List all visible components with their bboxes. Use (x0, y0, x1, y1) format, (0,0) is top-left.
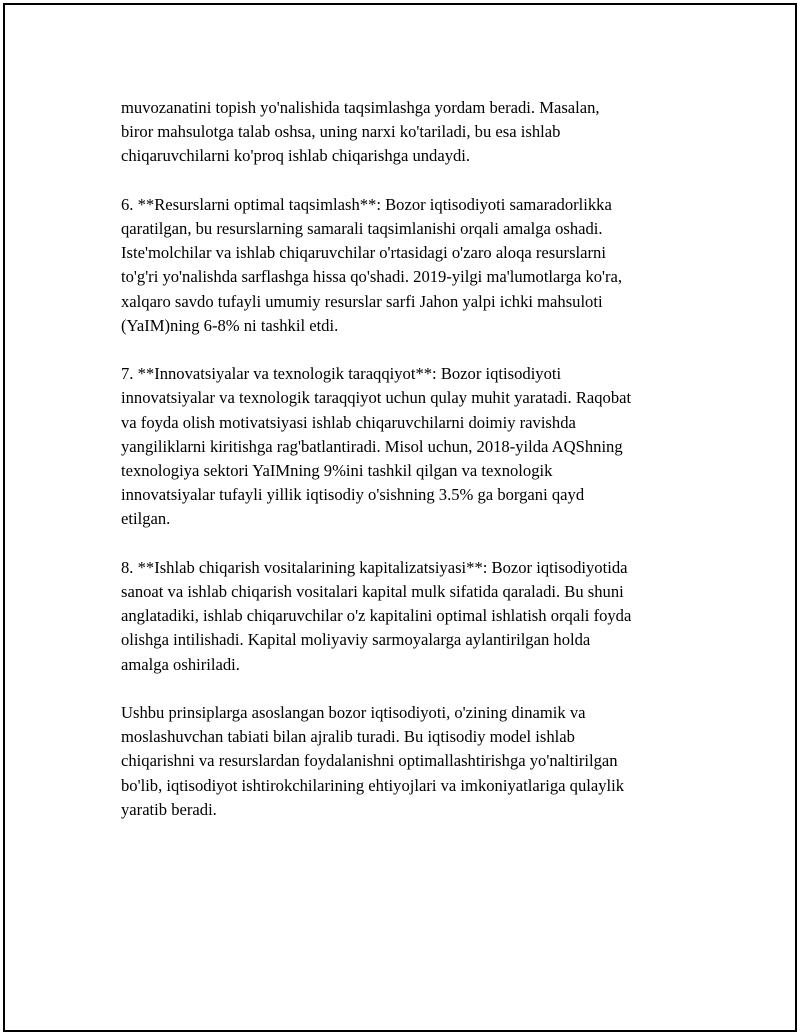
document-body (121, 96, 689, 846)
paragraph-intro-continuation: muvozanatini topish yo'nalishida taqsimlashga yordam beradi. Masalan, biror mahsulotga talab oshsa, uning narxi ko'tariladi, bu esa ishlab chiqaruvchilarni ko'proq ishlab chiqarishga undaydi. (121, 98, 600, 166)
page-frame (3, 3, 797, 1032)
paragraph-item-8-capitalization: 8. **Ishlab chiqarish vositalarining kapitalizatsiyasi**: Bozor iqtisodiyotida sanoat va ishlab chiqarish vositalari kapital mulk sifatida qaraladi. Bu shuni anglatadiki, ishlab chiqaruvchilar o'z kapitalini optimal ishlatish orqali foyda olishga intilishadi. Kapital moliyaviy sarmoyalarga aylantirilgan holda amalga oshiriladi. (121, 557, 632, 674)
paragraph-conclusion: Ushbu prinsiplarga asoslangan bozor iqtisodiyoti, o'zining dinamik va moslashuvchan tabiati bilan ajralib turadi. Bu iqtisodiy model ishlab chiqarishni va resurslardan foydalanishni optimallashtirishga yo'naltirilgan bo'lib, iqtisodiyot ishtirokchilarining ehtiyojlari va imkoniyatlariga qulaylik yaratib beradi. (121, 703, 625, 819)
paragraph-item-6-resource-allocation: 6. **Resurslarni optimal taqsimlash**: Bozor iqtisodiyoti samaradorlikka qaratilgan, bu resurslarning samarali taqsimlanishi orqali amalga oshadi. Iste'molchilar va ishlab chiqaruvchilar o'rtasidagi o'zaro aloqa resurslarni to'g'ri yo'nalishda sarflashga hissa qo'shadi. 2019-yilgi ma'lumotlarga ko'ra, xalqaro savdo tufayli umumiy resurslar sarfi Jahon yalpi ichki mahsuloti (YaIM)ning 6-8% ni tashkil etdi. (121, 194, 623, 335)
paragraph-item-7-innovation: 7. **Innovatsiyalar va texnologik taraqqiyot**: Bozor iqtisodiyoti innovatsiyalar va texnologik taraqqiyot uchun qulay muhit yaratadi. Raqobat va foyda olish motivatsiyasi ishlab chiqaruvchilarni doimiy ravishda yangiliklarni kiritishga rag'batlantiradi. Misol uchun, 2018-yilda AQShning texnologiya sektori YaIMning 9%ini tashkil qilgan va texnologik innovatsiyalar tufayli yillik iqtisodiy o'sishning 3.5% ga borgani qayd etilgan. (121, 364, 632, 529)
